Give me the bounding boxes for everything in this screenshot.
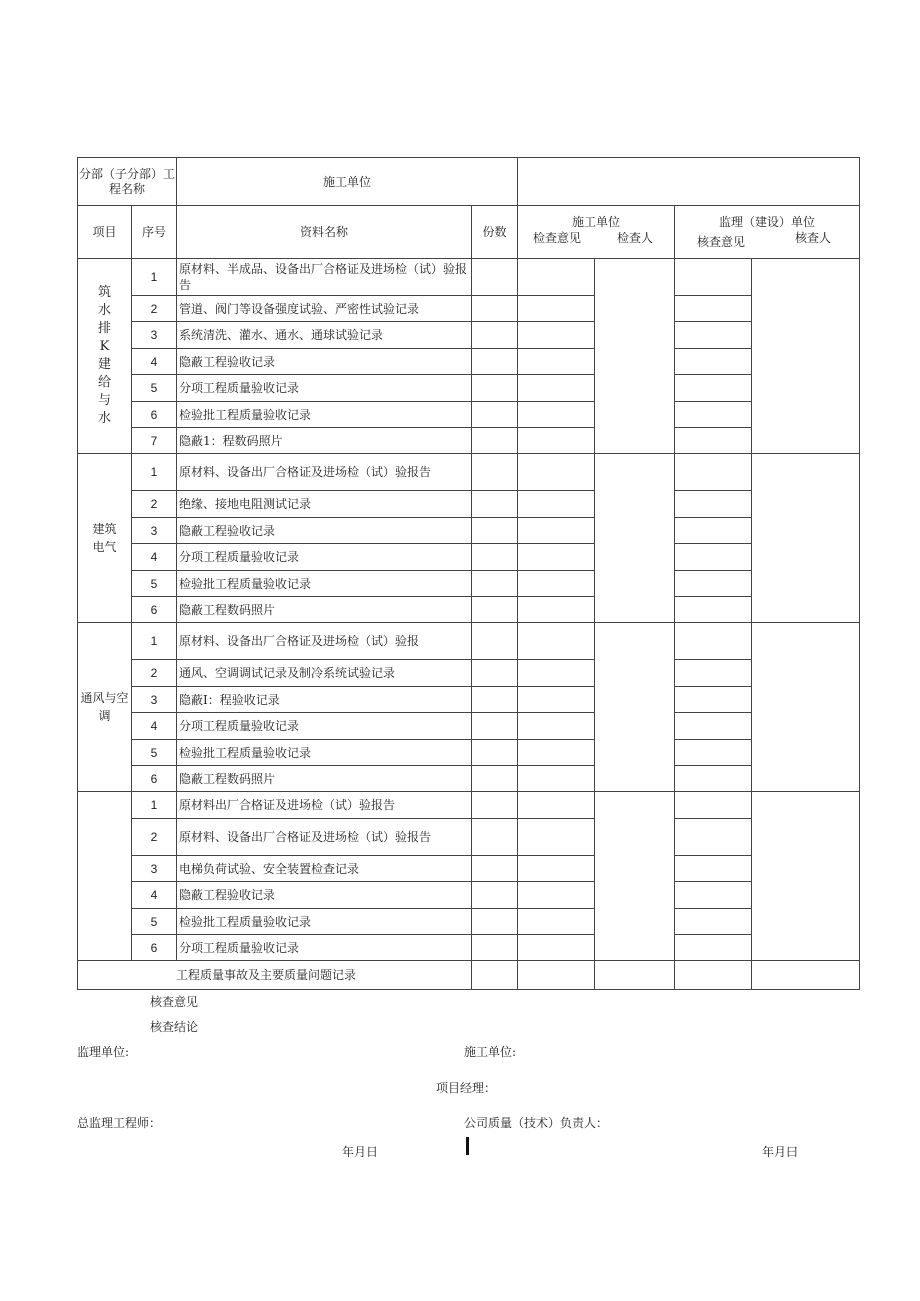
row-seq: 4 — [132, 349, 177, 375]
row-copies[interactable] — [472, 571, 518, 597]
row-doc-name: 电梯负荷试验、安全装置检查记录 — [177, 856, 472, 882]
row-seq: 6 — [132, 766, 177, 792]
row-contractor-opinion[interactable] — [518, 322, 595, 349]
row-contractor-opinion[interactable] — [518, 623, 595, 660]
row-copies[interactable] — [472, 792, 518, 819]
row-seq: 6 — [132, 402, 177, 428]
division-label: 分部（子分部）工程名称 — [78, 166, 175, 196]
row-contractor-opinion[interactable] — [518, 349, 595, 375]
section-contractor-checker[interactable] — [595, 623, 675, 792]
section-category: 通风与空调 — [78, 623, 132, 792]
section-category — [78, 792, 132, 961]
row-doc-name: 分项工程质量验收记录 — [177, 935, 472, 961]
row-supervisor-opinion[interactable] — [675, 544, 752, 571]
quality-issue-contractor-checker[interactable] — [595, 961, 675, 990]
row-seq: 1 — [132, 259, 177, 296]
row-supervisor-opinion[interactable] — [675, 909, 752, 935]
row-doc-name: 检验批工程质量验收记录 — [177, 571, 472, 597]
section-contractor-checker[interactable] — [595, 792, 675, 961]
quality-issue-copies[interactable] — [472, 961, 518, 990]
row-supervisor-opinion[interactable] — [675, 623, 752, 660]
row-contractor-opinion[interactable] — [518, 571, 595, 597]
section-category: 筑水排K建给与水 — [78, 259, 132, 454]
row-contractor-opinion[interactable] — [518, 454, 595, 491]
row-supervisor-opinion[interactable] — [675, 660, 752, 687]
row-supervisor-opinion[interactable] — [675, 491, 752, 518]
row-doc-name: 隐蔽工程验收记录 — [177, 518, 472, 544]
row-contractor-opinion[interactable] — [518, 375, 595, 402]
row-contractor-opinion[interactable] — [518, 740, 595, 766]
row-copies[interactable] — [472, 597, 518, 623]
signature-mark — [466, 1137, 469, 1155]
row-copies[interactable] — [472, 375, 518, 402]
row-copies[interactable] — [472, 713, 518, 740]
col-copies: 份数 — [472, 206, 518, 259]
supervisor-unit-label: 监理单位: — [77, 1045, 130, 1059]
col-contractor: 施工单位 — [571, 215, 620, 229]
row-seq: 1 — [132, 623, 177, 660]
row-doc-name: 分项工程质量验收记录 — [177, 375, 472, 402]
row-doc-name: 分项工程质量验收记录 — [177, 544, 472, 571]
section-contractor-checker[interactable] — [595, 259, 675, 454]
row-contractor-opinion[interactable] — [518, 713, 595, 740]
date-right: 年月曰 — [762, 1145, 799, 1159]
row-supervisor-opinion[interactable] — [675, 792, 752, 819]
row-contractor-opinion[interactable] — [518, 518, 595, 544]
row-supervisor-opinion[interactable] — [675, 819, 752, 856]
row-seq: 2 — [132, 660, 177, 687]
row-seq: 2 — [132, 819, 177, 856]
row-seq: 7 — [132, 428, 177, 454]
row-copies[interactable] — [472, 909, 518, 935]
row-seq: 3 — [132, 687, 177, 713]
row-doc-name: 原材料、设备出厂合格证及进场检（试）验报告 — [177, 819, 472, 856]
row-doc-name: 原材料出厂合格证及进场检（试）验报告 — [177, 792, 472, 819]
row-seq: 5 — [132, 571, 177, 597]
row-copies[interactable] — [472, 349, 518, 375]
division-label-cell — [78, 158, 177, 206]
quality-issue-supervisor-checker[interactable] — [752, 961, 860, 990]
row-copies[interactable] — [472, 428, 518, 454]
row-supervisor-opinion[interactable] — [675, 375, 752, 402]
row-contractor-opinion[interactable] — [518, 491, 595, 518]
row-copies[interactable] — [472, 322, 518, 349]
col-contractor-opinion: 检查意见 — [532, 231, 581, 245]
row-contractor-opinion[interactable] — [518, 687, 595, 713]
row-copies[interactable] — [472, 660, 518, 687]
inspection-form-table — [77, 157, 860, 990]
col-contractor-group — [518, 206, 675, 259]
row-copies[interactable] — [472, 518, 518, 544]
row-copies[interactable] — [472, 819, 518, 856]
project-manager-label: 项目经理： — [436, 1081, 497, 1095]
row-doc-name: 隐蔽工程数码照片 — [177, 597, 472, 623]
row-copies[interactable] — [472, 766, 518, 792]
col-contractor-checker: 检查人 — [616, 231, 653, 245]
row-doc-name: 隐蔽I：程验收记录 — [177, 687, 472, 713]
row-supervisor-opinion[interactable] — [675, 856, 752, 882]
quality-issue-label: 工程质量事故及主要质量问题记录 — [176, 968, 357, 982]
contractor-label-cell — [177, 158, 518, 206]
row-supervisor-opinion[interactable] — [675, 571, 752, 597]
col-supervisor-checker: 核查人 — [794, 231, 831, 245]
row-copies[interactable] — [472, 491, 518, 518]
row-supervisor-opinion[interactable] — [675, 687, 752, 713]
row-copies[interactable] — [472, 740, 518, 766]
row-supervisor-opinion[interactable] — [675, 349, 752, 375]
col-item: 项目 — [78, 206, 132, 259]
col-doc-name: 资料名称 — [177, 206, 472, 259]
row-seq: 2 — [132, 296, 177, 322]
row-contractor-opinion[interactable] — [518, 935, 595, 961]
row-contractor-opinion[interactable] — [518, 856, 595, 882]
row-supervisor-opinion[interactable] — [675, 518, 752, 544]
row-contractor-opinion[interactable] — [518, 660, 595, 687]
contractor-label: 施工单位 — [322, 174, 371, 189]
col-supervisor-opinion: 核查意见 — [696, 235, 745, 249]
row-doc-name: 隐蔽工程数码照片 — [177, 766, 472, 792]
col-supervisor-group — [675, 206, 860, 259]
row-contractor-opinion[interactable] — [518, 428, 595, 454]
row-contractor-opinion[interactable] — [518, 544, 595, 571]
section-supervisor-checker[interactable] — [752, 454, 860, 623]
row-copies[interactable] — [472, 687, 518, 713]
row-copies[interactable] — [472, 935, 518, 961]
row-supervisor-opinion[interactable] — [675, 597, 752, 623]
row-seq: 5 — [132, 740, 177, 766]
row-seq: 5 — [132, 909, 177, 935]
row-doc-name: 通风、空调调试记录及制冷系统试验记录 — [177, 660, 472, 687]
row-doc-name: 检验批工程质量验收记录 — [177, 909, 472, 935]
chief-supervisor-label: 总监理工程师： — [77, 1116, 162, 1130]
row-doc-name: 隐蔽工程验收记录 — [177, 882, 472, 909]
row-doc-name: 隐蔽工程验收记录 — [177, 349, 472, 375]
row-seq: 4 — [132, 882, 177, 909]
row-supervisor-opinion[interactable] — [675, 322, 752, 349]
row-copies[interactable] — [472, 882, 518, 909]
company-quality-label: 公司质量（技术）负责人： — [464, 1116, 609, 1130]
row-copies[interactable] — [472, 544, 518, 571]
row-supervisor-opinion[interactable] — [675, 402, 752, 428]
row-doc-name: 原材料、设备出厂合格证及进场检（试）验报 — [177, 623, 472, 660]
row-seq: 1 — [132, 454, 177, 491]
row-copies[interactable] — [472, 402, 518, 428]
row-seq: 3 — [132, 322, 177, 349]
row-doc-name: 检验批工程质量验收记录 — [177, 402, 472, 428]
row-doc-name: 原材料、半成品、设备出厂合格证及进场检（试）验报告 — [177, 259, 472, 296]
row-seq: 5 — [132, 375, 177, 402]
col-supervisor: 监理（建设）单位 — [718, 215, 815, 229]
contractor-unit-label: 施工单位: — [464, 1045, 517, 1059]
row-doc-name: 原材料、设备出厂合格证及进场检（试）验报告 — [177, 454, 472, 491]
row-supervisor-opinion[interactable] — [675, 766, 752, 792]
section-supervisor-checker[interactable] — [752, 792, 860, 961]
section-supervisor-checker[interactable] — [752, 259, 860, 454]
row-contractor-opinion[interactable] — [518, 819, 595, 856]
row-seq: 2 — [132, 491, 177, 518]
row-supervisor-opinion[interactable] — [675, 882, 752, 909]
row-supervisor-opinion[interactable] — [675, 740, 752, 766]
row-seq: 3 — [132, 856, 177, 882]
row-supervisor-opinion[interactable] — [675, 428, 752, 454]
row-seq: 1 — [132, 792, 177, 819]
row-seq: 4 — [132, 544, 177, 571]
row-contractor-opinion[interactable] — [518, 259, 595, 296]
row-contractor-opinion[interactable] — [518, 909, 595, 935]
row-doc-name: 绝缘、接地电阻测试记录 — [177, 491, 472, 518]
row-copies[interactable] — [472, 296, 518, 322]
row-copies[interactable] — [472, 454, 518, 491]
row-copies[interactable] — [472, 259, 518, 296]
section-supervisor-checker[interactable] — [752, 623, 860, 792]
quality-issue-contractor-opinion[interactable] — [518, 961, 595, 990]
quality-issue-label-cell — [78, 961, 472, 990]
row-supervisor-opinion[interactable] — [675, 296, 752, 322]
section-contractor-checker[interactable] — [595, 454, 675, 623]
row-doc-name: 系统清洗、灌水、通水、通球试验记录 — [177, 322, 472, 349]
row-contractor-opinion[interactable] — [518, 296, 595, 322]
row-supervisor-opinion[interactable] — [675, 713, 752, 740]
contractor-name-field[interactable] — [518, 158, 860, 206]
row-supervisor-opinion[interactable] — [675, 259, 752, 296]
row-contractor-opinion[interactable] — [518, 597, 595, 623]
row-copies[interactable] — [472, 623, 518, 660]
row-contractor-opinion[interactable] — [518, 766, 595, 792]
row-doc-name: 分项工程质量验收记录 — [177, 713, 472, 740]
row-contractor-opinion[interactable] — [518, 882, 595, 909]
row-seq: 3 — [132, 518, 177, 544]
col-seq: 序号 — [132, 206, 177, 259]
row-contractor-opinion[interactable] — [518, 402, 595, 428]
row-seq: 6 — [132, 935, 177, 961]
row-seq: 6 — [132, 597, 177, 623]
review-conclusion-label: 核查结论 — [150, 1020, 199, 1034]
section-category: 建筑电气 — [78, 454, 132, 623]
review-opinion-label: 核查意见 — [150, 995, 199, 1009]
row-seq: 4 — [132, 713, 177, 740]
quality-issue-supervisor-opinion[interactable] — [675, 961, 752, 990]
row-copies[interactable] — [472, 856, 518, 882]
row-doc-name: 管道、阀门等设备强度试验、严密性试验记录 — [177, 296, 472, 322]
row-supervisor-opinion[interactable] — [675, 935, 752, 961]
date-left: 年月日 — [342, 1145, 379, 1159]
row-contractor-opinion[interactable] — [518, 792, 595, 819]
row-supervisor-opinion[interactable] — [675, 454, 752, 491]
row-doc-name: 隐蔽1：程数码照片 — [177, 428, 472, 454]
row-doc-name: 检验批工程质量验收记录 — [177, 740, 472, 766]
